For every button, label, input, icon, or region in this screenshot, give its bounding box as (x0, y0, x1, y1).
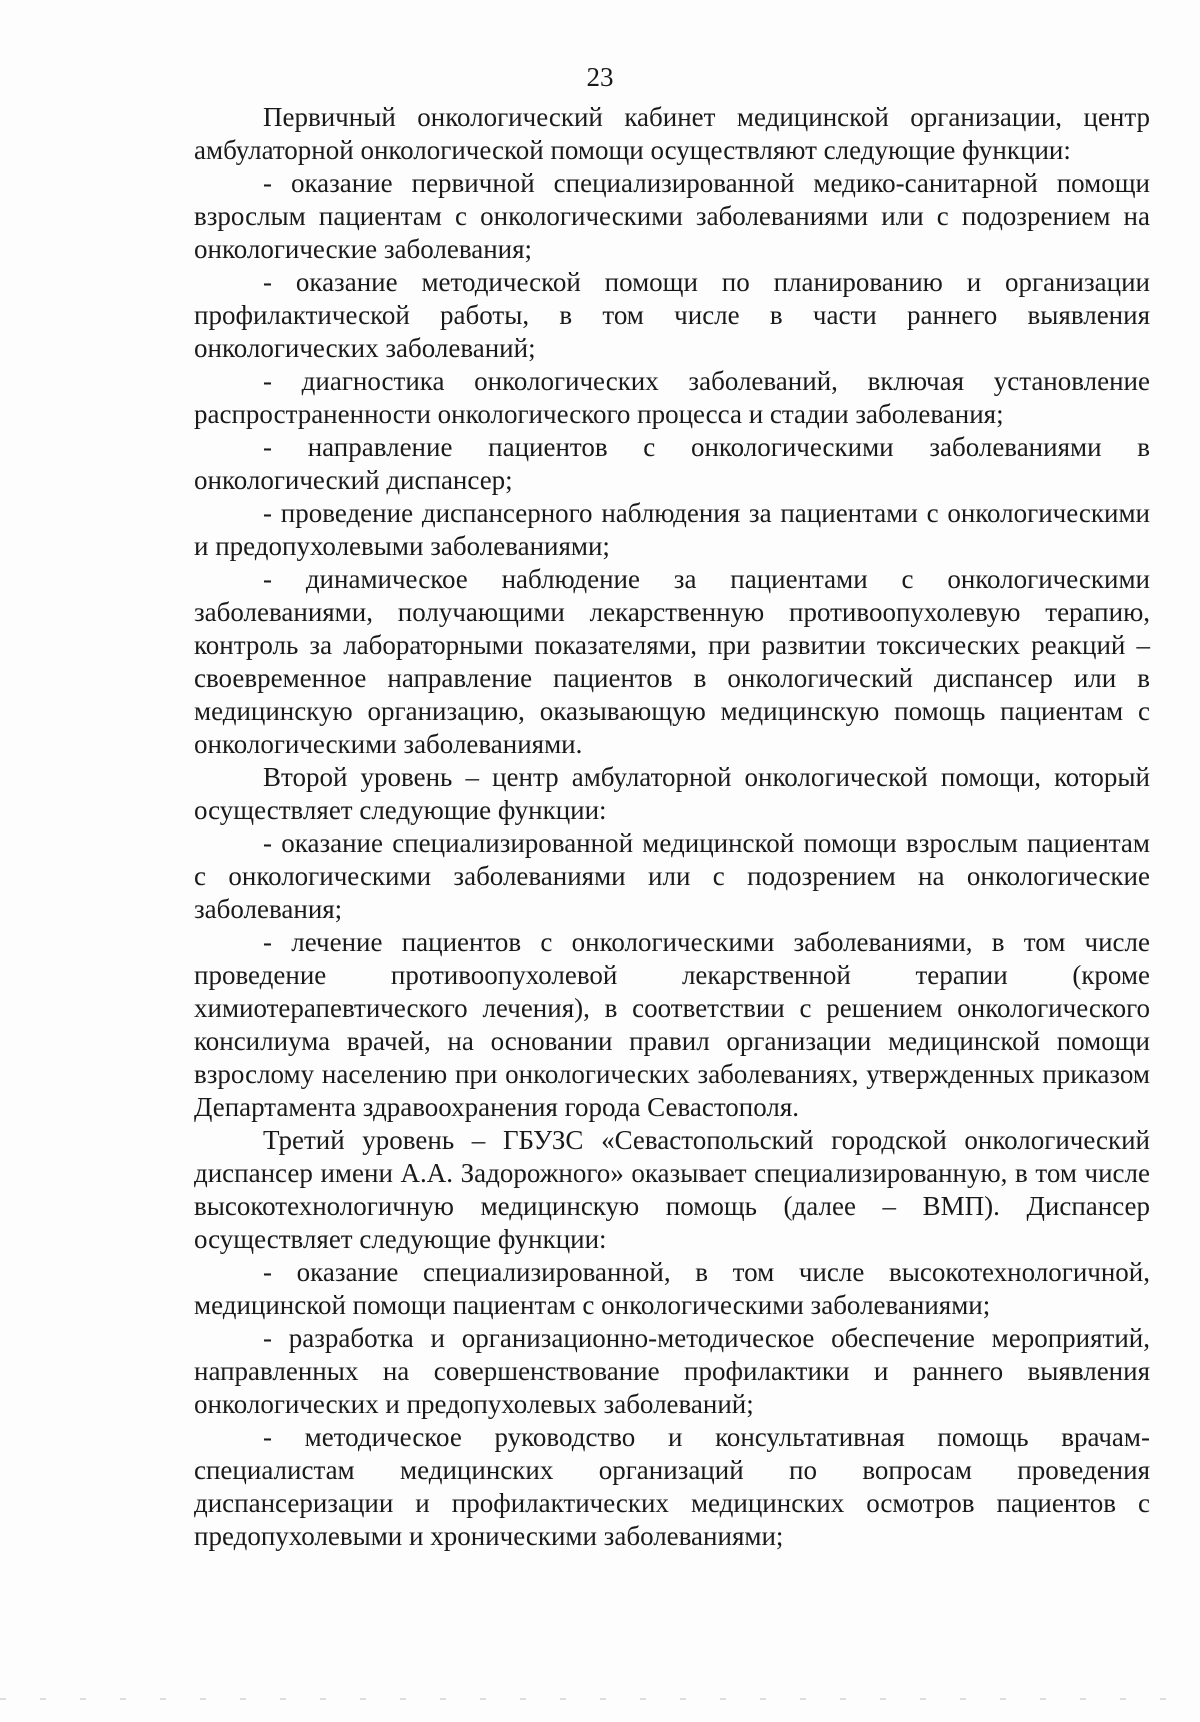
paragraph: - методическое руководство и консультативная помощь врачам-специалистам медицинских организаций по вопросам проведения диспансеризации и профилактических медицинских осмотров пациентов с предопухолевыми и хроническими заболеваниями; (194, 1422, 1150, 1551)
paragraph: - проведение диспансерного наблюдения за пациентами с онкологическими и предопухолевыми заболеваниями; (194, 498, 1150, 561)
paragraph: - оказание специализированной медицинской помощи взрослым пациентам с онкологическими заболеваниями или с подозрением на онкологические заболевания; (194, 828, 1150, 924)
paragraph: - оказание методической помощи по планированию и организации профилактической работы, в том числе в части раннего выявления онкологических заболеваний; (194, 267, 1150, 363)
paragraph: Первичный онкологический кабинет медицинской организации, центр амбулаторной онкологической помощи осуществляют следующие функции: (194, 102, 1150, 165)
paragraph: Третий уровень – ГБУЗС «Севастопольский городской онкологический диспансер имени А.А. Задорожного» оказывает специализированную, в том числе высокотехнологичную медицинскую помощь (далее – ВМП). Диспансер осуществляет следующие функции: (194, 1125, 1150, 1254)
document-body (194, 101, 1150, 1553)
page-number: 23 (586, 62, 614, 92)
paragraph: - разработка и организационно-методическое обеспечение мероприятий, направленных на совершенствование профилактики и раннего выявления онкологических и предопухолевых заболеваний; (194, 1323, 1150, 1419)
scan-artifact (0, 1698, 1200, 1700)
paragraph: - динамическое наблюдение за пациентами с онкологическими заболеваниями, получающими лекарственную противоопухолевую терапию, контроль за лабораторными показателями, при развитии токсических реакций – своевременное направление пациентов в онкологический диспансер или в медицинскую организацию, оказывающую медицинскую помощь пациентам с онкологическими заболеваниями. (194, 564, 1150, 759)
paragraph: - лечение пациентов с онкологическими заболеваниями, в том числе проведение противоопухолевой лекарственной терапии (кроме химиотерапевтического лечения), в соответствии с решением онкологического консилиума врачей, на основании правил организации медицинской помощи взрослому населению при онкологических заболеваниях, утвержденных приказом Департамента здравоохранения города Севастополя. (194, 927, 1150, 1122)
paragraph: Второй уровень – центр амбулаторной онкологической помощи, который осуществляет следующие функции: (194, 762, 1150, 825)
paragraph: - оказание первичной специализированной медико-санитарной помощи взрослым пациентам с онкологическими заболеваниями или с подозрением на онкологические заболевания; (194, 168, 1150, 264)
paragraph: - диагностика онкологических заболеваний, включая установление распространенности онкологического процесса и стадии заболевания; (194, 366, 1150, 429)
paragraph: - направление пациентов с онкологическими заболеваниями в онкологический диспансер; (194, 432, 1150, 495)
paragraph: - оказание специализированной, в том числе высокотехнологичной, медицинской помощи пациентам с онкологическими заболеваниями; (194, 1257, 1150, 1320)
